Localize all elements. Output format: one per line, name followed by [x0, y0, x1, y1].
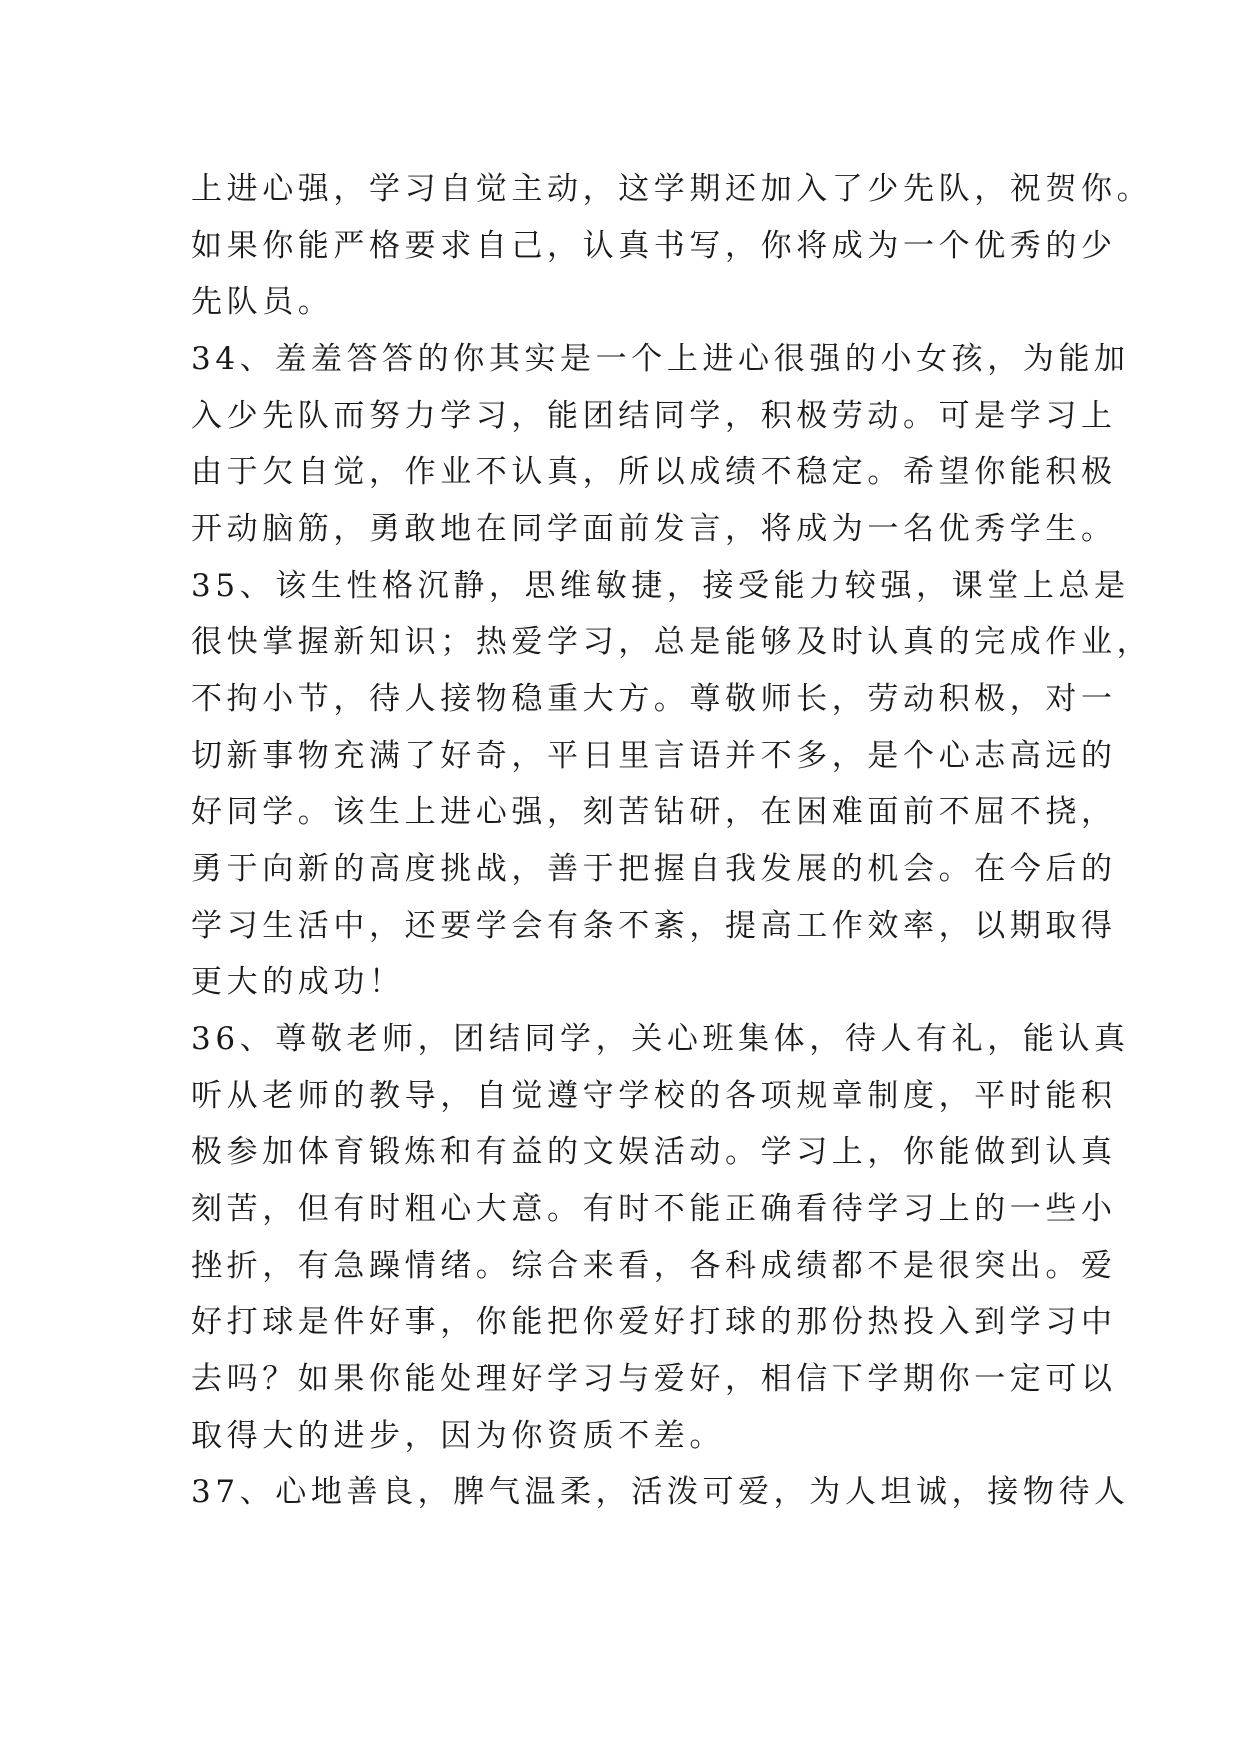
text-line: 开动脑筋，勇敢地在同学面前发言，将成为一名优秀学生。 [191, 511, 1117, 547]
text-line: 学习生活中，还要学会有条不紊，提高工作效率，以期取得 [191, 908, 1117, 944]
text-line: 勇于向新的高度挑战，善于把握自我发展的机会。在今后的 [191, 851, 1117, 887]
text-line: 听从老师的教导，自觉遵守学校的各项规章制度，平时能积 [191, 1078, 1117, 1114]
text-line: 极参加体育锻炼和有益的文娱活动。学习上，你能做到认真 [191, 1134, 1117, 1170]
text-line: 挫折，有急躁情绪。综合来看，各科成绩都不是很突出。爱 [191, 1248, 1117, 1284]
text-line: 好打球是件好事，你能把你爱好打球的那份热投入到学习中 [191, 1304, 1117, 1340]
text-line: 去吗？如果你能处理好学习与爱好，相信下学期你一定可以 [191, 1361, 1117, 1397]
text-line: 先队员。 [191, 284, 334, 320]
text-line: 37、心地善良，脾气温柔，活泼可爱，为人坦诚，接物待人 [191, 1474, 1130, 1510]
text-line: 34、羞羞答答的你其实是一个上进心很强的小女孩，为能加 [191, 341, 1130, 377]
text-line: 很快掌握新知识；热爱学习，总是能够及时认真的完成作业， [191, 624, 1153, 660]
text-line: 由于欠自觉，作业不认真，所以成绩不稳定。希望你能积极 [191, 454, 1117, 490]
text-line: 入少先队而努力学习，能团结同学，积极劳动。可是学习上 [191, 398, 1117, 434]
text-line: 切新事物充满了好奇，平日里言语并不多，是个心志高远的 [191, 738, 1117, 774]
text-line: 36、尊敬老师，团结同学，关心班集体，待人有礼，能认真 [191, 1021, 1130, 1057]
text-line: 上进心强，学习自觉主动，这学期还加入了少先队，祝贺你。 [191, 171, 1153, 207]
text-line: 好同学。该生上进心强，刻苦钻研，在困难面前不屈不挠， [191, 794, 1117, 830]
text-line: 取得大的进步，因为你资质不差。 [191, 1418, 725, 1454]
text-line: 刻苦，但有时粗心大意。有时不能正确看待学习上的一些小 [191, 1191, 1117, 1227]
text-line: 更大的成功！ [191, 964, 405, 1000]
text-line: 不拘小节，待人接物稳重大方。尊敬师长，劳动积极，对一 [191, 681, 1117, 717]
text-line: 35、该生性格沉静，思维敏捷，接受能力较强，课堂上总是 [191, 568, 1130, 604]
text-line: 如果你能严格要求自己，认真书写，你将成为一个优秀的少 [191, 228, 1117, 264]
